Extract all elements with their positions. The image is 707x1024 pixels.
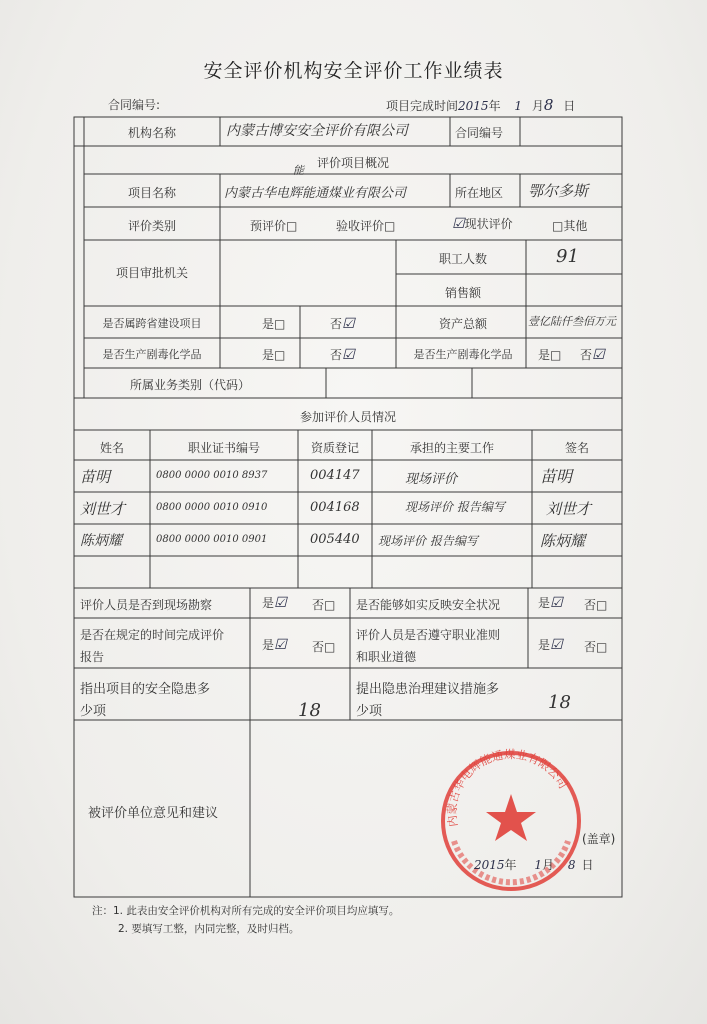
eval-type-other[interactable]: □其他 bbox=[552, 219, 588, 233]
org-label: 机构名称 bbox=[127, 126, 176, 140]
personnel-title: 参加评价人员情况 bbox=[299, 410, 396, 424]
completion-year: 2015 bbox=[458, 99, 489, 113]
eval-type-label: 评价类别 bbox=[127, 219, 176, 233]
truthful-no[interactable]: 否□ bbox=[584, 598, 608, 612]
ethics-yes[interactable] bbox=[538, 636, 563, 653]
approval-label: 项目审批机关 bbox=[115, 266, 188, 280]
org-contract-label: 合同编号 bbox=[455, 126, 504, 140]
hazardous-no2-label: 否 bbox=[580, 348, 593, 362]
person-2-reg: 004168 bbox=[310, 500, 360, 515]
completion-time-label: 项目完成时间 bbox=[386, 99, 459, 113]
overview-title: 评价项目概况 bbox=[316, 156, 389, 170]
ontime-label-2: 报告 bbox=[80, 650, 105, 664]
hazardous-label-2: 是否生产剧毒化学品 bbox=[413, 348, 513, 361]
note-1: 注：1. 此表由安全评价机构对所有完成的安全评价项目均应填写。 bbox=[92, 905, 400, 917]
ethics-no[interactable]: 否□ bbox=[584, 640, 608, 654]
opinion-day: 8 bbox=[567, 858, 576, 872]
cross-label-wrap bbox=[84, 315, 220, 331]
header-cert: 职业证书编号 bbox=[187, 441, 260, 455]
business-label: 所属业务类别（代码） bbox=[130, 378, 251, 392]
measures-label-2: 少项 bbox=[356, 704, 383, 719]
person-2-cert: 0800 0000 0010 0910 bbox=[156, 502, 268, 513]
form-title: 安全评价机构安全评价工作业绩表 bbox=[203, 60, 504, 82]
ethics-label-1: 评价人员是否遵守职业准则 bbox=[356, 628, 501, 642]
seal-label: (盖章) bbox=[582, 832, 616, 846]
hazardous-yes[interactable]: 是□ bbox=[262, 348, 286, 362]
person-1-reg: 004147 bbox=[310, 468, 360, 483]
contract-number-label: 合同编号: bbox=[108, 98, 161, 112]
site-visit-yes[interactable] bbox=[262, 594, 287, 611]
header-sign: 签名 bbox=[564, 441, 589, 455]
truthful-yes-check-icon: ☑ bbox=[550, 595, 563, 611]
hazardous-no[interactable] bbox=[330, 346, 355, 363]
hazardous-label-wrap bbox=[84, 346, 220, 362]
opinion-year: 2015 bbox=[474, 858, 505, 872]
hazardous-yes-2[interactable]: 是□ bbox=[538, 348, 562, 362]
sales-label-wrap bbox=[400, 284, 526, 301]
hazardous-no-label: 否 bbox=[330, 348, 343, 362]
eval-type-label-wrap bbox=[84, 217, 220, 234]
eval-type-acceptance[interactable]: 验收评价□ bbox=[336, 219, 396, 233]
ontime-no[interactable]: 否□ bbox=[312, 640, 336, 654]
assets-label-wrap bbox=[400, 315, 526, 332]
overview-wrap bbox=[84, 154, 622, 171]
note-2: 2. 要填写工整，内同完整，及时归档。 bbox=[118, 923, 300, 935]
person-1-cert: 0800 0000 0010 8937 bbox=[156, 470, 268, 481]
project-name-label: 项目名称 bbox=[127, 186, 176, 200]
header-reg: 资质登记 bbox=[310, 441, 359, 455]
person-1-sign: 苗明 bbox=[540, 467, 573, 486]
cross-province-label: 是否属跨省建设项目 bbox=[102, 317, 202, 330]
completion-day: 8 bbox=[543, 96, 554, 114]
project-name-insert: 能 bbox=[293, 164, 304, 177]
header-work: 承担的主要工作 bbox=[409, 441, 494, 455]
year-unit: 年 bbox=[488, 99, 501, 113]
person-3-cert: 0800 0000 0010 0901 bbox=[156, 534, 268, 545]
header-name: 姓名 bbox=[99, 441, 124, 455]
site-visit-label: 评价人员是否到现场勘察 bbox=[80, 598, 213, 612]
cross-no[interactable] bbox=[330, 315, 355, 332]
cross-no-check-icon: ☑ bbox=[342, 316, 355, 332]
ontime-yes[interactable] bbox=[262, 636, 287, 653]
opinion-month-unit: 月 bbox=[542, 858, 555, 872]
site-yes-label: 是 bbox=[262, 596, 275, 610]
ontime-yes-check-icon: ☑ bbox=[274, 637, 287, 653]
project-name-label-wrap bbox=[84, 184, 220, 201]
region-label: 所在地区 bbox=[455, 186, 504, 200]
eval-type-current[interactable] bbox=[452, 215, 513, 232]
cross-yes[interactable]: 是□ bbox=[262, 317, 286, 331]
opinion-month: 1 bbox=[534, 858, 543, 872]
site-yes-check-icon: ☑ bbox=[274, 595, 287, 611]
staff-label: 职工人数 bbox=[438, 252, 487, 266]
person-3-work: 现场评价 报告编写 bbox=[378, 534, 478, 548]
opinion-day-unit: 日 bbox=[581, 858, 594, 872]
sales-label: 销售额 bbox=[444, 286, 481, 300]
truthful-label: 是否能够如实反映安全状况 bbox=[356, 598, 501, 612]
hazardous-label2-wrap bbox=[400, 346, 526, 362]
ethics-yes-check-icon: ☑ bbox=[550, 637, 563, 653]
person-2-name: 刘世才 bbox=[80, 500, 126, 518]
staff-label-wrap bbox=[400, 250, 526, 267]
person-3-name: 陈炳耀 bbox=[80, 533, 122, 549]
hazards-label-2: 少项 bbox=[80, 704, 107, 719]
ethics-yes-label: 是 bbox=[538, 638, 551, 652]
hazards-label-1: 指出项目的安全隐患多 bbox=[80, 682, 211, 697]
approval-label-wrap bbox=[84, 264, 220, 281]
person-3-reg: 005440 bbox=[310, 532, 360, 547]
assets-label: 资产总额 bbox=[438, 317, 487, 331]
hazardous-no-check-icon: ☑ bbox=[342, 347, 355, 363]
truthful-yes[interactable] bbox=[538, 594, 563, 611]
opinion-year-unit: 年 bbox=[504, 858, 517, 872]
ontime-label-1: 是否在规定的时间完成评价 bbox=[80, 628, 225, 642]
person-3-sign: 陈炳耀 bbox=[540, 532, 586, 550]
ontime-yes-label: 是 bbox=[262, 638, 275, 652]
hazards-value: 18 bbox=[298, 700, 321, 721]
person-2-sign: 刘世才 bbox=[546, 500, 592, 518]
person-1-name: 苗明 bbox=[80, 468, 111, 486]
personnel-title-wrap bbox=[74, 408, 622, 425]
measures-value: 18 bbox=[548, 692, 571, 713]
eval-type-pre[interactable]: 预评价□ bbox=[250, 219, 298, 233]
org-value: 内蒙古博安安全评价有限公司 bbox=[226, 123, 408, 139]
hazardous-no-2[interactable] bbox=[580, 346, 605, 363]
truthful-yes-label: 是 bbox=[538, 596, 551, 610]
project-name-value: 内蒙古华电辉能通煤业有限公司 bbox=[224, 186, 407, 201]
ethics-label-2: 和职业道德 bbox=[356, 650, 417, 664]
seal-text-path: 内蒙古华电辉能通煤业有限公司 bbox=[444, 747, 571, 828]
completion-month: 1 bbox=[514, 99, 523, 113]
company-seal bbox=[436, 746, 586, 896]
assets-value: 壹亿陆仟叁佰万元 bbox=[528, 315, 616, 328]
cross-no-label: 否 bbox=[330, 317, 343, 331]
opinion-date bbox=[474, 856, 594, 873]
hazardous-no2-check-icon: ☑ bbox=[592, 347, 605, 363]
current-check-icon: ☑ bbox=[452, 216, 465, 232]
eval-type-current-label: 现状评价 bbox=[464, 217, 513, 231]
org-label-wrap bbox=[84, 124, 220, 141]
opinion-label: 被评价单位意见和建议 bbox=[88, 806, 219, 821]
month-unit: 月 bbox=[531, 99, 544, 113]
measures-label-1: 提出隐患治理建议措施多 bbox=[356, 682, 500, 697]
day-unit: 日 bbox=[563, 99, 576, 113]
hazardous-label: 是否生产剧毒化学品 bbox=[102, 348, 202, 361]
site-visit-no[interactable]: 否□ bbox=[312, 598, 336, 612]
region-value: 鄂尔多斯 bbox=[528, 182, 589, 200]
staff-value: 91 bbox=[556, 246, 579, 267]
person-2-work: 现场评价 报告编写 bbox=[405, 500, 505, 514]
person-1-work: 现场评价 bbox=[405, 472, 458, 487]
